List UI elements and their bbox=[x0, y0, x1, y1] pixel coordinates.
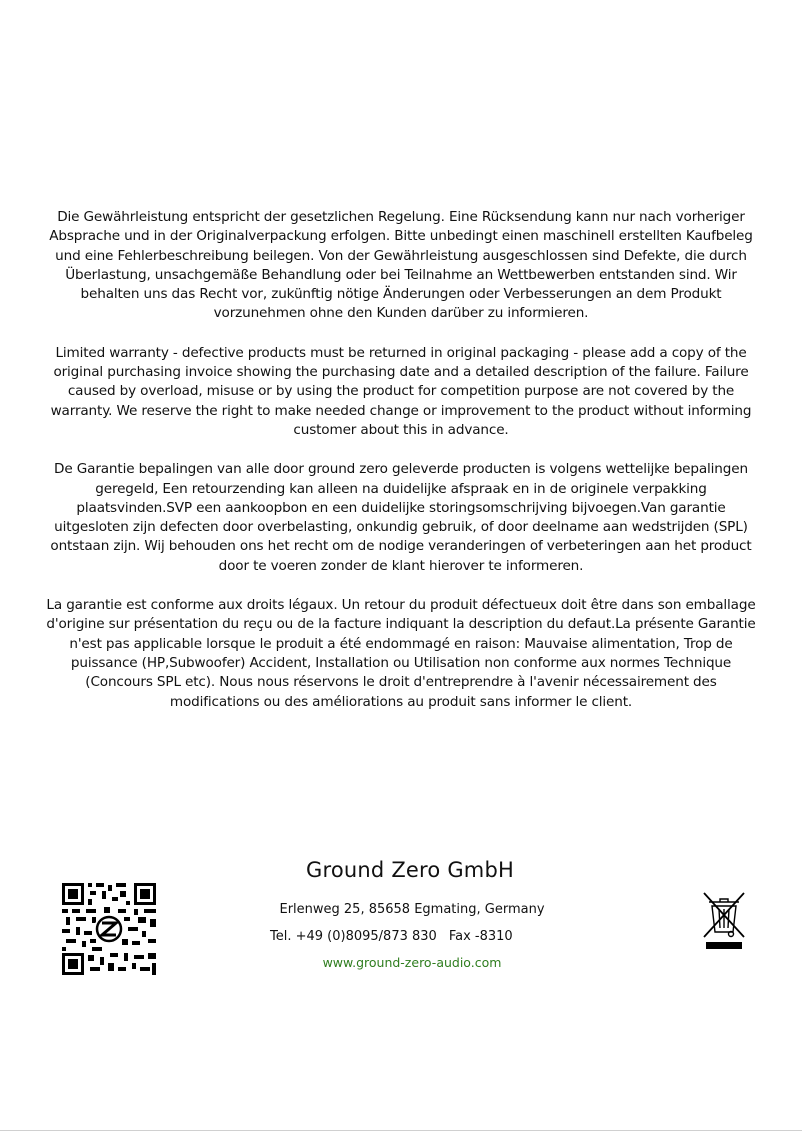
warranty-german: Die Gewährleistung entspricht der gesetzlichen Regelung. Eine Rücksendung kann nur nach vorheriger Absprache und in der Originalverpackung erfolgen. Bitte unbedingt einen maschinell erstellten Kaufbeleg und eine Fehlerbeschreibung beilegen. Von der Gewährleistung ausgeschlossen sind Defekte, die durch Überlastung, unsachgemäße Behandlung oder bei Teilnahme an Wettbewerben entstanden sind. Wir behalten uns das Recht vor, zukünftig nötige Änderungen oder Verbesserungen an dem Produkt vorzunehmen ohne den Kunden darüber zu informieren. bbox=[49, 209, 753, 322]
warranty-dutch: De Garantie bepalingen van alle door ground zero geleverde producten is volgens wettelijke bepalingen geregeld, Een retourzending kan alleen na duidelijke afspraak en in de originele verpakking plaatsvinden.SVP een aankoopbon en een duidelijke storingsomschrijving bijvoegen.Van garantie uitgesloten zijn defecten door overbelasting, onkundig gebruik, of door deelname aan wedstrijden (SPL) ontstaan zijn. Wij behouden ons het recht om de nodige veranderingen of verbeteringen aan het product door te voeren zonder de klant hierover te informeren. bbox=[50, 461, 752, 574]
qr-code-icon bbox=[62, 883, 156, 975]
warranty-french: La garantie est conforme aux droits légaux. Un retour du produit défectueux doit être dans son emballage d'origine sur présentation du reçu ou de la facture indiquant la description du defaut.La présente Garantie n'est pas applicable lorsque le produit a été endommagé en raison: Mauvaise alimentation, Trop de puissance (HP,Subwoofer) Accident, Installation ou Utilisation non conforme aux normes Technique (Concours SPL etc). Nous nous réservons le droit d'entreprendre à l'avenir nécessairement des modifications ou des améliorations au produit sans informer le client. bbox=[46, 597, 756, 710]
fax-number: Fax -8310 bbox=[448, 929, 513, 944]
website-link[interactable]: www.ground-zero-audio.com bbox=[322, 955, 502, 970]
bottom-divider bbox=[0, 1130, 802, 1131]
company-address: Erlenweg 25, 85658 Egmating, Germany bbox=[279, 902, 545, 917]
company-name: Ground Zero GmbH bbox=[306, 858, 514, 882]
crossed-out-wheelie-bin-icon bbox=[701, 890, 747, 952]
warranty-text bbox=[44, 208, 758, 732]
contact-line bbox=[270, 929, 513, 944]
warranty-english: Limited warranty - defective products must be returned in original packaging - please add a copy of the original purchasing invoice showing the purchasing date and a detailed description of the failure. Failure caused by overload, misuse or by using the product for competition purpose are not covered by the warranty. We reserve the right to make needed change or improvement to the product without informing customer about this in advance. bbox=[50, 344, 752, 438]
phone-number: Tel. +49 (0)8095/873 830 bbox=[270, 929, 437, 944]
